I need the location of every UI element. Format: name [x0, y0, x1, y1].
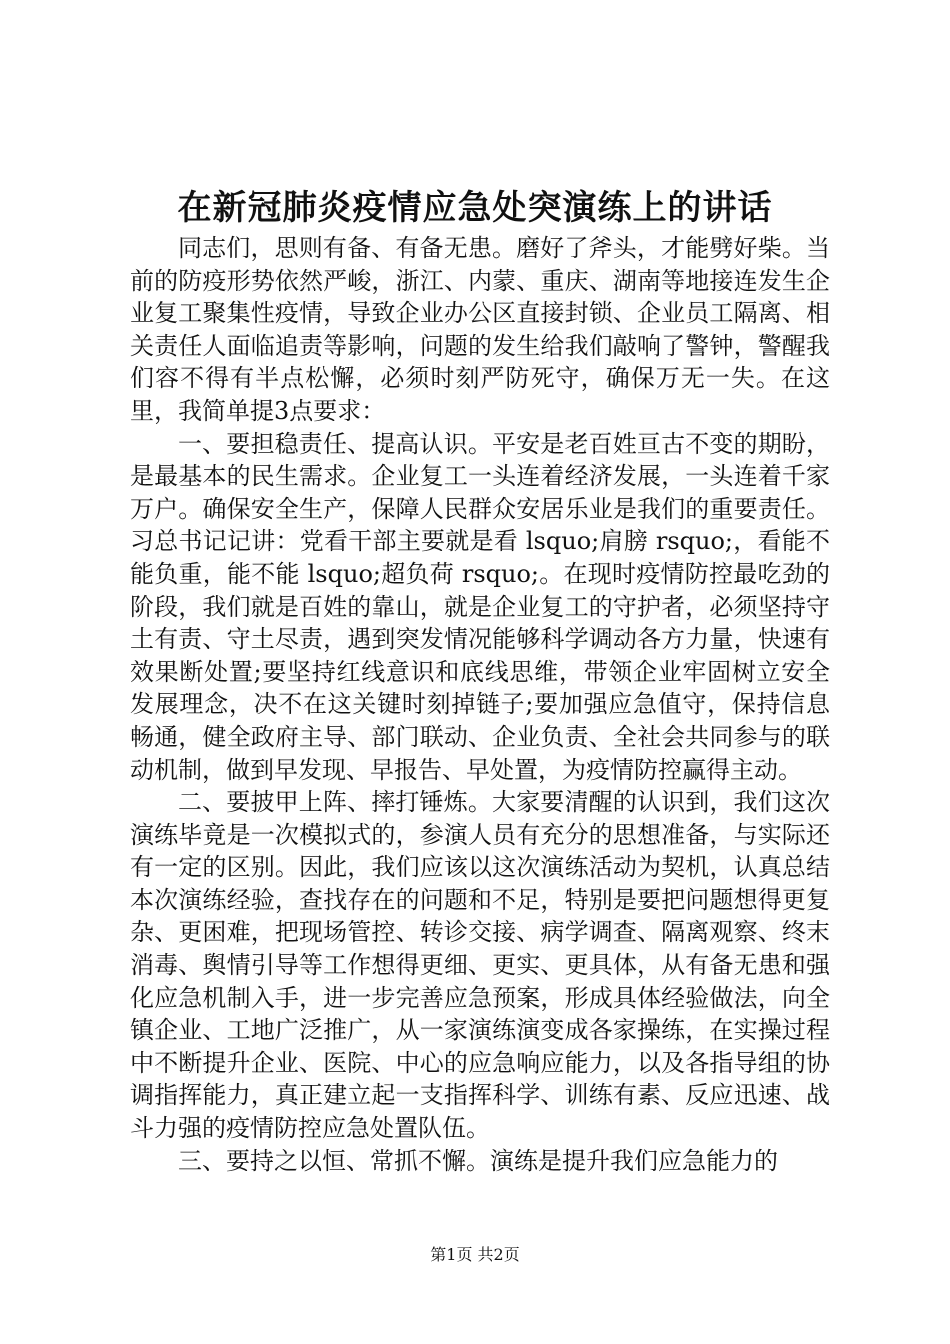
- paragraph-point-one: 一、要担稳责任、提高认识。平安是老百姓亘古不变的期盼，是最基本的民生需求。企业复工一头连着经济发展，一头连着千家万户。确保安全生产，保障人民群众安居乐业是我们的重要责任。习总书记记讲：党看干部主要就是看 lsquo;肩膀 rsquo;，看能不能负重，能不能 lsquo;超负荷 rsquo;。在现时疫情防控最吃劲的阶段，我们就是百姓的靠山，就是企业复工的守护者，必须坚持守土有责、守土尽责，遇到突发情况能够科学调动各方力量，快速有效果断处置;要坚持红线意识和底线思维，带领企业牢固树立安全发展理念，决不在这关键时刻掉链子;要加强应急值守，保持信息畅通，健全政府主导、部门联动、企业负责、全社会共同参与的联动机制，做到早发现、早报告、早处置，为疫情防控赢得主动。: [130, 429, 830, 784]
- document-body: [130, 232, 830, 1177]
- document-title: 在新冠肺炎疫情应急处突演练上的讲话: [177, 188, 773, 228]
- paragraph-point-two: 二、要披甲上阵、摔打锤炼。大家要清醒的认识到，我们这次演练毕竟是一次模拟式的，参演人员有充分的思想准备，与实际还有一定的区别。因此，我们应该以这次演练活动为契机，认真总结本次演练经验，查找存在的问题和不足，特别是要把问题想得更复杂、更困难，把现场管控、转诊交接、病学调查、隔离观察、终末消毒、舆情引导等工作想得更细、更实、更具体，从有备无患和强化应急机制入手，进一步完善应急预案，形成具体经验做法，向全镇企业、工地广泛推广，从一家演练演变成各家操练，在实操过程中不断提升企业、医院、中心的应急响应能力，以及各指导组的协调指挥能力，真正建立起一支指挥科学、训练有素、反应迅速、战斗力强的疫情防控应急处置队伍。: [130, 788, 830, 1143]
- paragraph-point-three: 三、要持之以恒、常抓不懈。演练是提升我们应急能力的: [178, 1146, 778, 1175]
- page-number-footer: 第1页 共2页: [430, 1245, 520, 1264]
- paragraph-intro: 同志们，思则有备、有备无患。磨好了斧头，才能劈好柴。当前的防疫形势依然严峻，浙江、内蒙、重庆、湖南等地接连发生企业复工聚集性疫情，导致企业办公区直接封锁、企业员工隔离、相关责任人面临追责等影响，问题的发生给我们敲响了警钟，警醒我们容不得有半点松懈，必须时刻严防死守，确保万无一失。在这里，我简单提3点要求：: [130, 234, 830, 425]
